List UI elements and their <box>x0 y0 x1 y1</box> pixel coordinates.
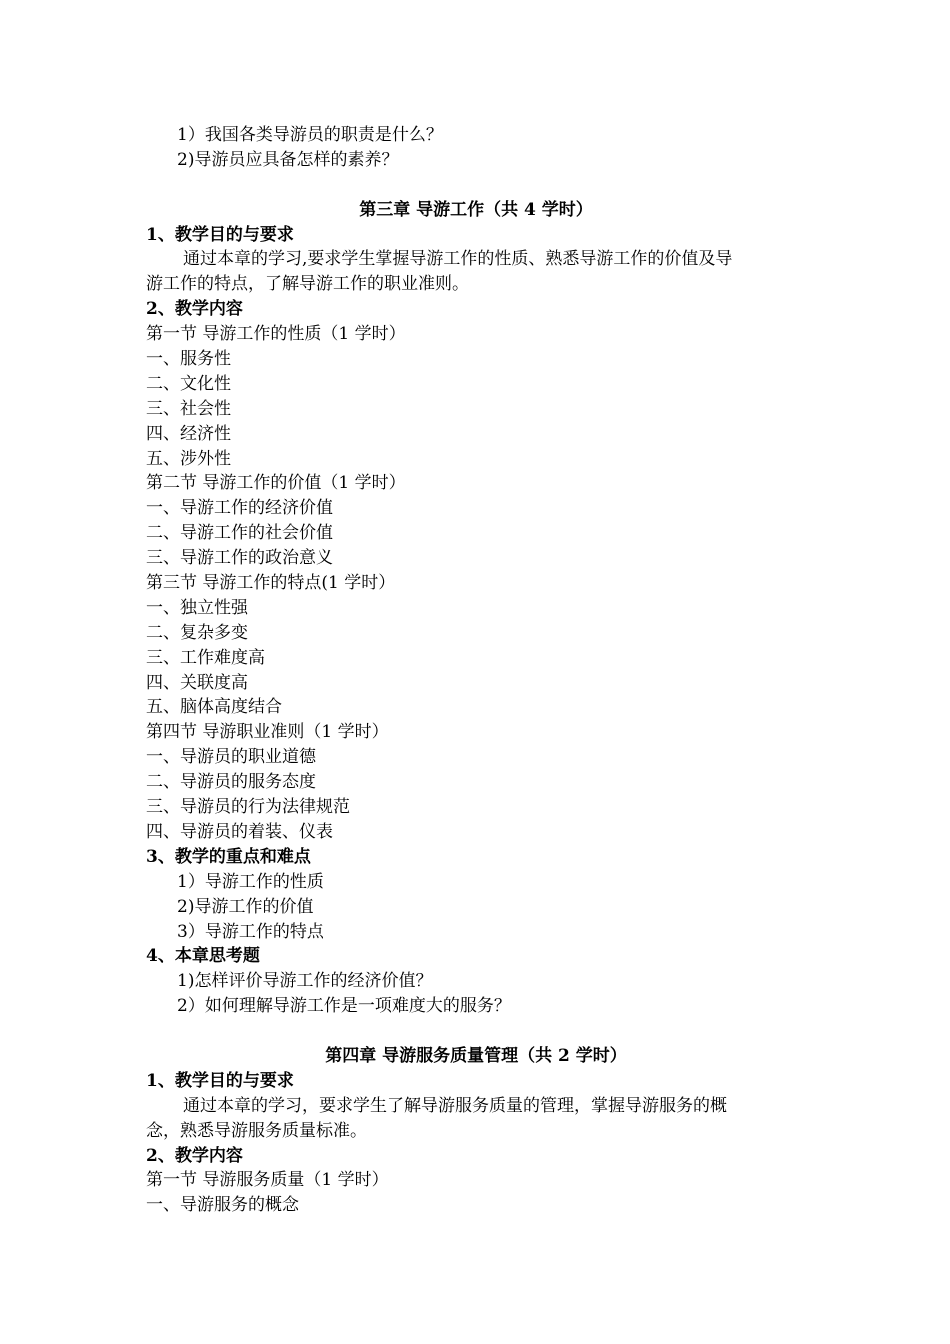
numbered-item: 通过本章的学习,要求学生掌握导游工作的性质、熟悉导游工作的价值及导 <box>183 249 733 270</box>
text-line: 三、导游工作的政治意义 <box>146 548 333 569</box>
section-heading: 2、教学内容 <box>146 299 243 320</box>
section-heading: 3、教学的重点和难点 <box>146 846 311 867</box>
subsection-heading: 第二节 导游工作的价值（1 学时） <box>146 473 406 494</box>
text-line: 三、社会性 <box>146 398 231 419</box>
section-heading: 2、教学内容 <box>146 1145 243 1166</box>
document-body <box>146 123 806 1218</box>
text-line: 一、服务性 <box>146 349 231 370</box>
numbered-item: 2)导游工作的价值 <box>177 896 314 917</box>
text-line: 三、导游员的行为法律规范 <box>146 797 350 818</box>
numbered-item: 1）我国各类导游员的职责是什么？ <box>177 125 443 145</box>
subsection-heading: 第四节 导游职业准则（1 学时） <box>146 722 389 743</box>
text-line: 游工作的特点，了解导游工作的职业准则。 <box>146 274 469 295</box>
text-line: 四、经济性 <box>146 423 231 444</box>
numbered-item: 1）导游工作的性质 <box>177 871 324 892</box>
numbered-item: 3）导游工作的特点 <box>177 921 324 942</box>
blank-line <box>146 173 806 198</box>
text-line: 一、导游员的职业道德 <box>146 747 316 768</box>
text-line: 二、导游员的服务态度 <box>146 772 316 793</box>
section-heading: 1、教学目的与要求 <box>146 1070 294 1091</box>
text-line: 一、导游工作的经济价值 <box>146 498 333 519</box>
text-line: 二、文化性 <box>146 373 231 394</box>
chapter-title: 第三章 导游工作（共 4 学时） <box>359 199 593 220</box>
text-line: 四、关联度高 <box>146 672 248 693</box>
chapter-title: 第四章 导游服务质量管理（共 2 学时） <box>325 1045 627 1066</box>
numbered-item: 2）如何理解导游工作是一项难度大的服务？ <box>177 996 511 1017</box>
text-line: 念，熟悉导游服务质量标准。 <box>146 1120 367 1141</box>
numbered-item: 通过本章的学习，要求学生了解导游服务质量的管理，掌握导游服务的概 <box>183 1095 727 1116</box>
text-line: 一、独立性强 <box>146 597 248 618</box>
subsection-heading: 第三节 导游工作的特点(1 学时） <box>146 573 396 594</box>
text-line: 二、复杂多变 <box>146 622 248 643</box>
section-heading: 1、教学目的与要求 <box>146 224 294 245</box>
subsection-heading: 第一节 导游服务质量（1 学时） <box>146 1170 389 1191</box>
numbered-item: 1)怎样评价导游工作的经济价值？ <box>177 971 433 992</box>
text-line: 五、脑体高度结合 <box>146 697 282 718</box>
blank-line <box>146 1019 806 1044</box>
text-line: 一、导游服务的概念 <box>146 1195 299 1216</box>
numbered-item: 2)导游员应具备怎样的素养？ <box>177 149 399 170</box>
text-line: 四、导游员的着装、仪表 <box>146 821 333 842</box>
text-line: 三、工作难度高 <box>146 647 265 668</box>
text-line: 五、涉外性 <box>146 448 231 469</box>
section-heading: 4、本章思考题 <box>146 946 260 967</box>
text-line: 二、导游工作的社会价值 <box>146 523 333 544</box>
subsection-heading: 第一节 导游工作的性质（1 学时） <box>146 324 406 345</box>
